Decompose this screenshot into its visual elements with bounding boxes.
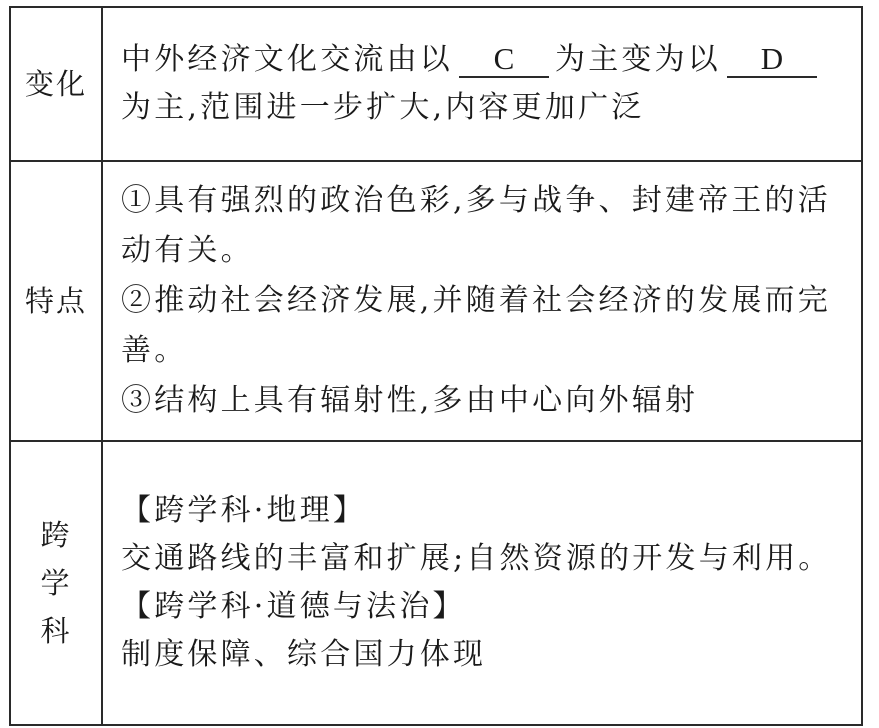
label-change: 变化 <box>10 7 102 161</box>
feature-item-2: ②推动社会经济发展,并随着社会经济的发展而完善。 <box>121 283 831 368</box>
label-cross-discipline <box>10 441 102 725</box>
row-features <box>10 161 862 441</box>
change-content <box>102 7 862 161</box>
row-change <box>10 7 862 161</box>
change-text-before: 中外经济文化交流由以 <box>121 42 453 77</box>
label-char-3: 科 <box>40 614 72 648</box>
answer-blank-c: C <box>459 42 549 78</box>
label-char-1: 跨 <box>40 518 72 552</box>
features-content <box>102 161 862 441</box>
answer-blank-d: D <box>727 42 817 78</box>
row-cross-discipline <box>10 441 862 725</box>
civics-text: 制度保障、综合国力体现 <box>121 637 487 672</box>
change-text-between: 为主变为以 <box>555 42 721 77</box>
geography-heading: 【跨学科·地理】 <box>121 493 367 528</box>
feature-item-1: ①具有强烈的政治色彩,多与战争、封建帝王的活动有关。 <box>121 183 831 268</box>
label-features: 特点 <box>10 161 102 441</box>
geography-text: 交通路线的丰富和扩展;自然资源的开发与利用。 <box>121 541 832 576</box>
cross-discipline-content <box>102 441 862 725</box>
civics-heading: 【跨学科·道德与法治】 <box>121 589 466 624</box>
label-char-2: 学 <box>40 566 72 600</box>
feature-item-3: ③结构上具有辐射性,多由中心向外辐射 <box>121 383 699 418</box>
change-text-after: 为主,范围进一步扩大,内容更加广泛 <box>121 90 645 125</box>
summary-table <box>9 6 863 726</box>
